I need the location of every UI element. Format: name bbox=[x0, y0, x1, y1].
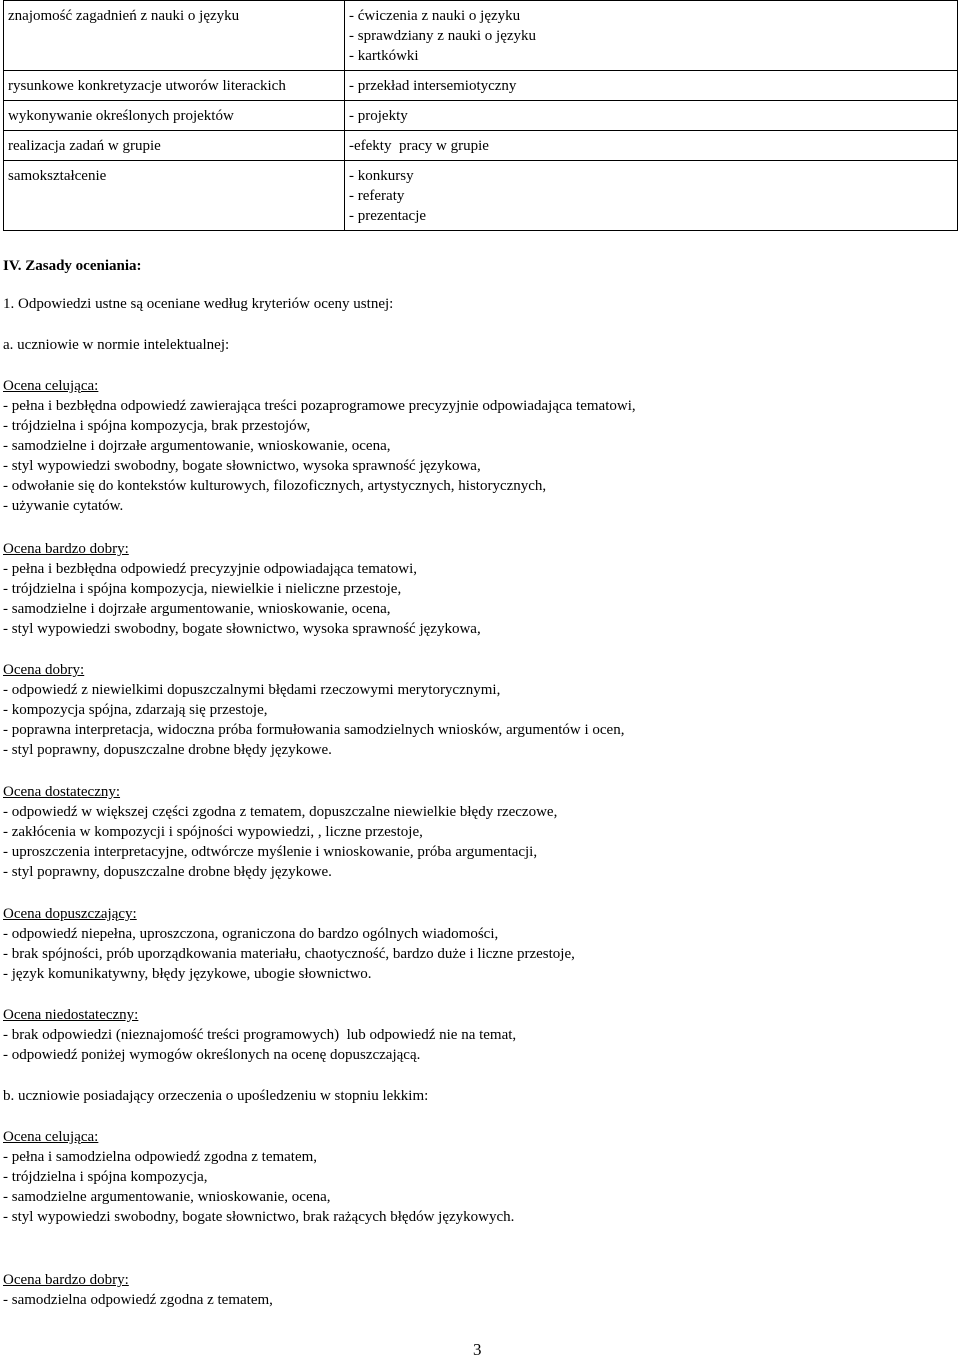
form-item: -efekty pracy w grupie bbox=[349, 138, 489, 154]
criterion-item: - styl wypowiedzi swobodny, bogate słownictwo, brak rażących błędów językowych. bbox=[3, 1209, 515, 1225]
table-cell-area: rysunkowe konkretyzacje utworów literackich bbox=[4, 71, 345, 101]
activities-table bbox=[3, 0, 958, 231]
criterion-item: - odwołanie się do kontekstów kulturowych, filozoficznych, artystycznych, historycznych, bbox=[3, 478, 547, 494]
grade-block-celujaca bbox=[3, 376, 636, 516]
criterion-item: - uproszczenia interpretacyjne, odtwórcze myślenie i wnioskowanie, próba argumentacji, bbox=[3, 844, 538, 860]
table-cell-forms bbox=[345, 131, 958, 161]
grade-heading: Ocena dostateczny: bbox=[3, 784, 121, 800]
table-cell-forms bbox=[345, 1, 958, 71]
grade-block-bardzo-dobry-b bbox=[3, 1270, 273, 1310]
table-row bbox=[4, 101, 958, 131]
form-item: - konkursy bbox=[349, 168, 414, 184]
criterion-item: - odpowiedź niepełna, uproszczona, ograniczona do bardzo ogólnych wiadomości, bbox=[3, 926, 499, 942]
criterion-item: - trójdzielna i spójna kompozycja, brak przestojów, bbox=[3, 418, 311, 434]
criterion-item: - styl wypowiedzi swobodny, bogate słownictwo, wysoka sprawność językowa, bbox=[3, 458, 481, 474]
grade-heading: Ocena dopuszczający: bbox=[3, 906, 137, 922]
form-item: - kartkówki bbox=[349, 48, 419, 64]
criterion-item: - pełna i bezbłędna odpowiedź precyzyjnie odpowiadająca tematowi, bbox=[3, 561, 417, 577]
table-cell-area: znajomość zagadnień z nauki o języku bbox=[4, 1, 345, 71]
table-row bbox=[4, 71, 958, 101]
form-item: - prezentacje bbox=[349, 208, 427, 224]
criterion-item: - samodzielne i dojrzałe argumentowanie, wnioskowanie, ocena, bbox=[3, 601, 391, 617]
criterion-item: - samodzielne argumentowanie, wnioskowanie, ocena, bbox=[3, 1189, 331, 1205]
form-item: - przekład intersemiotyczny bbox=[349, 78, 517, 94]
criterion-item: - zakłócenia w kompozycji i spójności wypowiedzi, , liczne przestoje, bbox=[3, 824, 423, 840]
criterion-item: - brak spójności, prób uporządkowania materiału, chaotyczność, bardzo duże i liczne przestoje, bbox=[3, 946, 575, 962]
table-cell-area: wykonywanie określonych projektów bbox=[4, 101, 345, 131]
page-number: 3 bbox=[473, 1340, 482, 1359]
criterion-item: - odpowiedź z niewielkimi dopuszczalnymi błędami rzeczowymi merytorycznymi, bbox=[3, 682, 501, 698]
criterion-item: - trójdzielna i spójna kompozycja, bbox=[3, 1169, 208, 1185]
grade-heading: Ocena celująca: bbox=[3, 1129, 99, 1145]
grade-block-bardzo-dobry bbox=[3, 539, 481, 639]
grade-heading: Ocena niedostateczny: bbox=[3, 1007, 139, 1023]
criterion-item: - język komunikatywny, błędy językowe, ubogie słownictwo. bbox=[3, 966, 372, 982]
criterion-item: - odpowiedź w większej części zgodna z tematem, dopuszczalne niewielkie błędy rzeczowe, bbox=[3, 804, 558, 820]
criterion-item: - pełna i samodzielna odpowiedź zgodna z tematem, bbox=[3, 1149, 318, 1165]
grade-block-dopuszczajacy bbox=[3, 904, 575, 984]
criterion-item: - styl poprawny, dopuszczalne drobne błędy językowe. bbox=[3, 742, 332, 758]
table-cell-area: samokształcenie bbox=[4, 161, 345, 231]
form-item: - referaty bbox=[349, 188, 405, 204]
table-cell-forms bbox=[345, 161, 958, 231]
point-1: 1. Odpowiedzi ustne są oceniane według kryteriów oceny ustnej: bbox=[3, 296, 394, 312]
form-item: - sprawdziany z nauki o języku bbox=[349, 28, 537, 44]
criterion-item: - samodzielna odpowiedź zgodna z tematem, bbox=[3, 1292, 273, 1308]
grade-block-dobry bbox=[3, 660, 624, 760]
table-row bbox=[4, 1, 958, 71]
criterion-item: - brak odpowiedzi (nieznajomość treści programowych) lub odpowiedź nie na temat, bbox=[3, 1027, 517, 1043]
criterion-item: - kompozycja spójna, zdarzają się przestoje, bbox=[3, 702, 268, 718]
table-cell-area: realizacja zadań w grupie bbox=[4, 131, 345, 161]
form-item: - ćwiczenia z nauki o języku bbox=[349, 8, 521, 24]
table-row bbox=[4, 131, 958, 161]
group-b-title: b. uczniowie posiadający orzeczenia o upośledzeniu w stopniu lekkim: bbox=[3, 1088, 429, 1104]
criterion-item: - odpowiedź poniżej wymogów określonych na ocenę dopuszczającą. bbox=[3, 1047, 421, 1063]
group-a-title: a. uczniowie w normie intelektualnej: bbox=[3, 337, 230, 353]
grade-block-dostateczny bbox=[3, 782, 557, 882]
criterion-item: - styl poprawny, dopuszczalne drobne błędy językowe. bbox=[3, 864, 332, 880]
criterion-item: - samodzielne i dojrzałe argumentowanie, wnioskowanie, ocena, bbox=[3, 438, 391, 454]
section-title: IV. Zasady oceniania: bbox=[3, 258, 142, 274]
criterion-item: - trójdzielna i spójna kompozycja, niewielkie i nieliczne przestoje, bbox=[3, 581, 402, 597]
table-cell-forms bbox=[345, 71, 958, 101]
grade-heading: Ocena dobry: bbox=[3, 662, 85, 678]
grade-heading: Ocena celująca: bbox=[3, 378, 99, 394]
grade-heading: Ocena bardzo dobry: bbox=[3, 1272, 129, 1288]
grade-heading: Ocena bardzo dobry: bbox=[3, 541, 129, 557]
table-row bbox=[4, 161, 958, 231]
criterion-item: - pełna i bezbłędna odpowiedź zawierająca treści pozaprogramowe precyzyjnie odpowiadająca tematowi, bbox=[3, 398, 636, 414]
grade-block-niedostateczny bbox=[3, 1005, 516, 1065]
criterion-item: - poprawna interpretacja, widoczna próba formułowania samodzielnych wniosków, argumentów i ocen, bbox=[3, 722, 625, 738]
grade-block-celujaca-b bbox=[3, 1127, 514, 1227]
form-item: - projekty bbox=[349, 108, 408, 124]
table-cell-forms bbox=[345, 101, 958, 131]
criterion-item: - styl wypowiedzi swobodny, bogate słownictwo, wysoka sprawność językowa, bbox=[3, 621, 481, 637]
criterion-item: - używanie cytatów. bbox=[3, 498, 124, 514]
